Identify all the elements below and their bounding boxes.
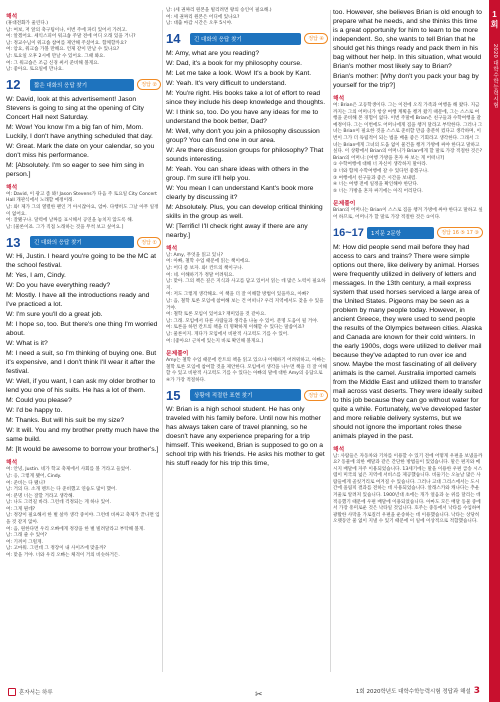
explanation: Brian의 어머니는 Brian이 스스로 짐을 챙겨 가방에 싸야 한다고 말하고 싶어 하므로, 어머니가 할 말로 가장 적절한 것은 ①이다. [333, 208, 483, 220]
question-type: 짧은 대화의 응답 찾기 [30, 79, 134, 91]
korean-translation: 여: David, 이 광고 좀 봐! Jason Stevens가 다음 주 토요일 City Concert Hall 개관식에서 노래할 예정이래. 남: 와! 제가 그의 열렬한 팬인 거 아시잖아요, 엄마. 다행히도 그날 아무 일정이 없어요. 여: 잘됐구나. 달력에 날짜를 표시해서 공연을 놓치지 않도록 해. 남: [물론이죠. 그가 직접 노래하는 것을 무척 보고 싶어요.] [6, 191, 159, 230]
footer-right: 1회 2020학년도 대학수학능력시험 정답과 해설 3 [355, 686, 480, 696]
question-type: 긴 대화의 응답 찾기 [190, 33, 301, 45]
korean-translation: (휴대전화가 울린다.) 남: 여보, 저 앞의 축구팀이나, 이번 주에 파티 있어서 가려고. 여: 알겠어요. 셰익스피어 워크숍 주말 전에 어디 오래 있을 거니? 남: 정교수님이 워크숍 참여를 제안해 주셨어요. 함께할까요? 여: 암요, 워크숍 가볼 만해요. 언제 같이 만날 수 있나요? 남: 토요일 오후 2시에 만날 수 있어요. 그때 봐요. 여: 그 워크숍은 조금 신경 써서 준비해 볼게요. 남: 좋아요. 토요일에 만나요. [6, 21, 136, 73]
question-number: 13 [6, 234, 21, 250]
section-label: 해석 [166, 245, 178, 252]
answer-badge: 정답 ② [137, 79, 161, 90]
section-label: 해석 [6, 184, 18, 191]
question-header-14 [166, 32, 328, 46]
answer-badge: 정답 ① [137, 237, 161, 248]
section-label: 해석 [333, 96, 345, 102]
english-script: M: Amy, what are you reading? W: Dad, it's a book for my philosophy course. M: Let me take a look. Wow! It's a book by Kant. W: Yeah. It's very difficult to understand. M: You're right. His books take a lot of effort to read since they include his deep knowledge and thoughts. W: I think so, too. Do you have any ideas for me to understand the book better, Dad? M: Well, why don't you join a philosophy discussion group? You can find one in our area. W: Are there discussion groups for philosophy? That sounds interesting. M: Yeah. You can share ideas with others in the group. I'm sure it'll help you. W: You mean I can understand Kant's book more clearly by discussing it? M: Absolutely. Plus, you can develop critical thinking skills in the group as well. W: [Terrific! I'll check right away if there are any nearby.] [166, 49, 326, 239]
page-number: 3 [473, 686, 480, 696]
question-header-16-17 [333, 226, 483, 240]
question-type: 상황에 적절한 표현 찾기 [190, 389, 301, 401]
section-label: 문제풀이 [166, 351, 189, 358]
english-script: M: How did people send mail before they had access to cars and trains? There were simple options out there, like delivery by animal. Horses were frequently utilized in delivery of letters and messages. In the 13th century, a mail express system that used horses serviced a large area of the United States. Pigeons may be seen as a problem by many people today. However, in ancient Greece, they were used to send people the results of the Olympics between cities. Alaska and Canada are known for their cold winters. In the early 1900s, dogs were utilized to deliver mail because they've adapted to run over ice and snow. Maybe the most fascinating of all delivery animals is the camel. Australia imported camels from the Middle East and utilized them to transfer mail across vast deserts. They were ideally suited to this job because they can go without water for quite a while. Fortunately, we've developed faster and more reliable delivery systems, but we should not ignore the important roles these animals played in the past. [333, 243, 483, 440]
side-band-number: 1회 [490, 10, 499, 29]
answer-badge: 정답 16 ⑤ 17 ③ [437, 227, 483, 238]
answer-choices: ① 수학여행에 대해 너 자신이 생각하지 말아라. ② 너와 함께 수학여행에 갈 수 있다면 좋겠구나. ③ 여행에서 친구들과 좋은 시간을 보내렴. ④ 너는 여행 전에 일정을 확인해야 한단다. ⑤ 너는 가방을 혼자 싸기에는 아직 어리단다. [333, 162, 429, 194]
korean-translation: 남: (세 권짜리 원본을 빌리려면 왕의 승인이 필요해.) 여: 세 권짜리 원본은 어디에 있나요? 남: 대출 마감 시간은 오후 5시야. [166, 8, 272, 27]
korean-translation: 여: Brian은 고등학생이다. 그는 이전에 오직 가족과 여행을 해 왔다. 지금까지는 그의 어머니가 항상 여행 계획을 챙겨 왔기 때문에, 그는 스스로 여행을 준비해 본 경험이 없다. 이번 주말에 Brian은 친구들과 수학여행을 갈 예정이다. 그는 이번에도 어머니에게 짐을 챙겨 달라고 부탁한다. 그러나 그녀는 Brian이 필요한 것을 스스로 준비할 만큼 충분히 컸다고 생각하며, 이번이 그가 더 독립적이 되는 법을 배울 좋은 기회라고 생각한다. 그래서 그녀는 Brian에게 그녀의 도움 없이 물건을 챙겨 가방에 싸야 한다고 말하고 싶다. 이 상황에서 Brian의 어머니가 Brian에게 할 말로 가장 적절한 것은? Brian의 어머니: [여행 가방을 혼자 싸 보는 게 어떠니?] [333, 103, 483, 161]
question-number: 12 [6, 77, 21, 93]
english-script: too. However, she believes Brian is old enough to prepare what he needs, and she thinks this time is a great opportunity for him to learn to be more independent. So, she wants to tell Brian that he should get his things ready and pack them in his bag without her help. In this situation, what would Brian's mother most likely say to Brian? Brian's mother: [Why don't you pack your bag by yourself for the trip?] [333, 9, 482, 89]
section-label: 해석 [6, 14, 18, 20]
question-header-15 [166, 388, 328, 402]
answer-badge: 정답 ④ [304, 33, 328, 44]
korean-translation: 여: 안녕, Justin. 네가 학교 축제에서 사회를 볼 거라고 들었어. 남: 응, 그렇게 됐어, Cindy. 여: 준비는 다 됐니? 남: 거의 다. 소개 멘트는 다 준비했고 연습도 많이 했어. 여: 분명 너는 잘할 거라고 생각해. 남: 나도 그러길 바라. 그런데 걱정되는 게 하나 있어. 여: 그게 뭔데? 남: 정장이 필요해서 한 벌 살까 생각 중이야. 그런데 비싸고 축제가 끝나면 입을 것 같지 않아. 여: 음, 원한다면 우리 오빠에게 정장을 한 벌 빌려달라고 부탁해 볼게. 남: 그래 줄 수 있어? 여: 기꺼이 그럴게. 남: 고마워. 그런데 그 정장이 내 사이즈에 맞을까? 여: 맞을 거야. 너와 우리 오빠는 체격이 거의 비슷하거든. [6, 467, 160, 559]
book-icon [8, 688, 16, 696]
explanation: Amy는 철학 수업 때문에 칸트의 책을 읽고 있으나 이해하기 어려워하고, 아빠는 철학 토론 모임에 참여할 것을 제안한다. 모임에서 생각을 나누면 책을 더 잘 이해할 수 있고 비판적 사고력도 기를 수 있다는 아빠의 말에 대한 Amy의 응답으로 ④가 가장 적절하다. [166, 358, 327, 383]
answer-badge: 정답 ① [304, 390, 328, 401]
korean-translation: 남: Amy, 무엇을 읽고 있니? 여: 아빠, 철학 수업 때문에 읽는 책이에요. 남: 어디 좀 보자. 와! 칸트의 책이구나. 여: 네. 이해하기가 정말 어려워요. 남: 맞아. 그의 책은 깊은 지식과 사고를 담고 있어서 읽는 데 많은 노력이 필요하지. 여: 저도 그렇게 생각해요. 이 책을 더 잘 이해할 방법이 있을까요, 아빠? 남: 음, 철학 토론 모임에 참여해 보는 건 어떠니? 우리 지역에서도 찾을 수 있을 거야. 여: 철학 토론 모임이 있어요? 재미있을 것 같아요. 남: 그래. 모임에서 다른 사람들과 생각을 나눌 수 있어. 분명 도움이 될 거야. 여: 토론을 하면 칸트의 책을 더 명확하게 이해할 수 있다는 말씀이죠? 남: 물론이지. 게다가 모임에서 비판적 사고력도 기를 수 있어. 여: [좋아요! 근처에 있는지 바로 확인해 볼게요.] [166, 252, 326, 344]
side-band [489, 0, 500, 702]
english-script: W: David, look at this advertisement! Jason Stevens is going to sing at the opening of City Concert Hall next Saturday. M: Wow! You know I'm a big fan of him, Mom. Luckily, I don't have anything scheduled that day. W: Great. Mark the date on your calendar, so you don't miss his performance. M: [Absolutely. I'm so eager to see him sing in person.] [6, 95, 155, 178]
question-header-12 [6, 78, 161, 92]
footer-left: 혼자서는 하루 [8, 688, 53, 696]
scissors-icon: ✂ [255, 690, 263, 700]
english-script: W: Brian is a high school student. He has only traveled with his family before. Until now his mother has always taken care of travel planning, so he doesn't have any experience preparing for a trip himself. This weekend, Brian is supposed to go on a school trip with his friends. He asks his mother to get his stuff ready for his trip this time, [166, 406, 325, 468]
question-type: 긴 대화의 응답 찾기 [30, 236, 134, 248]
side-band-title: 2020 대학수학능력시험 [492, 44, 498, 109]
question-type: 1지문 2문항 [367, 227, 434, 239]
section-label: 해석 [333, 446, 345, 453]
english-script: W: Hi, Justin. I heard you're going to be the MC at the school festival. M: Yes, I am, Cindy. W: Do you have everything ready? M: Mostly. I have all the introductions ready and I've practiced a lot. W: I'm sure you'll do a great job. M: I hope so, too. But there's one thing I'm worried about. W: What is it? M: I need a suit, so I'm thinking of buying one. But it's expensive, and I don't think I'll wear it after the festival. W: Well, if you want, I can ask my older brother to lend you one of his suits. He has a lot of them. M: Could you please? W: I'd be happy to. M: Thanks. But will his suit be my size? W: It will. You and my brother pretty much have the same build. M: [It would be awesome to borrow your brother's.] [6, 253, 160, 454]
question-number: 15 [166, 387, 181, 403]
question-number: 14 [166, 31, 181, 47]
column-divider [330, 10, 331, 672]
section-label: 해석 [6, 460, 18, 467]
korean-translation: 남: 사람들은 자동차와 기차를 이용할 수 있기 전에 어떻게 우편을 보냈을까요? 동물에 의한 배달과 같은 간단한 방법들이 있었습니다. 말은 편지와 메시지 배달에 자주 이용되었습니다. 13세기에는 말을 이용한 우편 급송 시스템이 미국의 넓은 지역에 서비스를 제공했습니다. 비둘기는 오늘날 많은 사람들에게 골칫거리로 여겨질 수 있습니다. 그러나 고대 그리스에서는 도시 간에 올림픽 결과를 전하는 데 사용되었습니다. 알래스카와 캐나다는 추운 겨울로 알려져 있습니다. 1900년대 초에는 개가 얼음과 눈 위를 달리는 데 적응했기 때문에 우편 배달에 이용되었습니다. 아마도 모든 배달 동물 중에서 가장 흥미로운 것은 낙타일 것입니다. 호주는 중동에서 낙타를 수입하여 광활한 사막을 가로질러 우편을 운송하는 데 이용했습니다. 낙타는 상당히 오랫동안 물 없이 지낼 수 있기 때문에 이 일에 이상적으로 적합했습니다. [333, 453, 483, 525]
section-label: 문제풀이 [333, 201, 356, 208]
column-divider [162, 10, 163, 672]
question-header-13 [6, 235, 161, 249]
column-2 [166, 8, 328, 469]
question-number: 16~17 [333, 226, 364, 239]
column-3 [333, 8, 483, 526]
column-1 [6, 8, 161, 560]
